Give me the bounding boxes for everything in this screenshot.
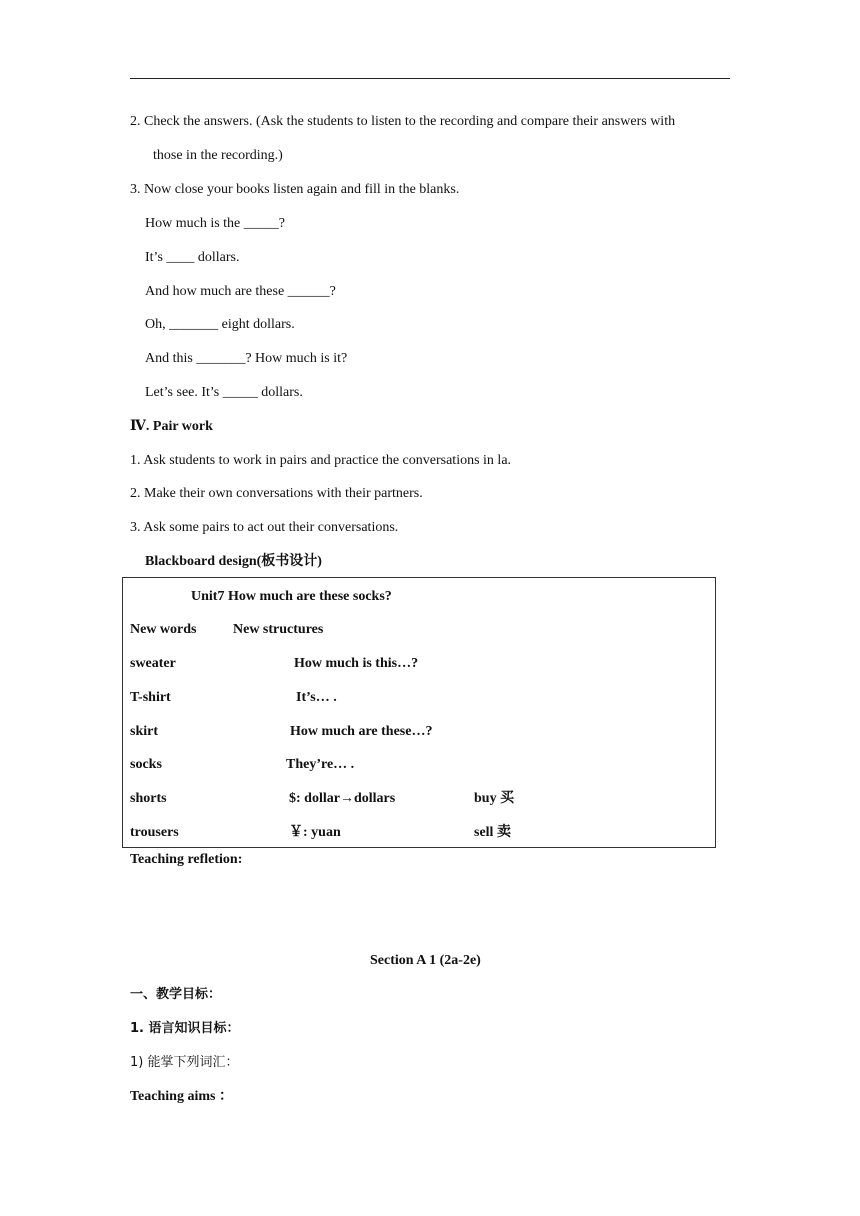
structure-item: They’re… . [286, 757, 355, 772]
blank-line-6: Let’s see. It’s _____ dollars. [145, 385, 303, 400]
objectives-heading: 一、教学目标： [130, 987, 222, 1002]
blank-line-1: How much is the _____? [145, 216, 285, 231]
teaching-reflection: Teaching refletion: [130, 852, 243, 867]
blank-line-4: Oh, _______ eight dollars. [145, 317, 295, 332]
pair-step-2: 2. Make their own conversations with their partners. [130, 486, 423, 501]
word-item: shorts [130, 791, 167, 806]
blank-line-2: It’s ____ dollars. [145, 250, 240, 265]
word-item: socks [130, 757, 162, 772]
word-item: T-shirt [130, 690, 171, 705]
teaching-aims: Teaching aims ： [130, 1089, 233, 1104]
language-objectives: 1. 语言知识目标： [130, 1021, 240, 1036]
col-new-words: New words [130, 622, 197, 637]
word-item: trousers [130, 825, 179, 840]
header-rule [130, 78, 730, 79]
step-check-answers: 2. Check the answers. (Ask the students to listen to the recording and compare their answers with [130, 114, 676, 129]
step-check-answers-cont: those in the recording.) [153, 148, 283, 163]
col-new-structures: New structures [233, 622, 324, 637]
blank-line-3: And how much are these ______? [145, 284, 336, 299]
structure-item: How much are these…? [290, 724, 433, 739]
blackboard-heading: Blackboard design(板书设计) [145, 554, 322, 569]
pair-step-3: 3. Ask some pairs to act out their conversations. [130, 520, 399, 535]
step-close-books: 3. Now close your books listen again and fill in the blanks. [130, 182, 460, 197]
blackboard-design-box [122, 577, 716, 848]
pair-step-1: 1. Ask students to work in pairs and practice the conversations in la. [130, 453, 512, 468]
verb-item: sell 卖 [474, 825, 511, 840]
pair-work-heading: Ⅳ. Pair work [130, 419, 213, 434]
word-item: skirt [130, 724, 158, 739]
structure-item: It’s… . [296, 690, 337, 705]
verb-item: buy 买 [474, 791, 515, 806]
vocab-objective: 1) 能掌下列词汇： [130, 1055, 239, 1070]
word-item: sweater [130, 656, 176, 671]
blackboard-title: Unit7 How much are these socks? [191, 589, 392, 604]
structure-item: ￥: yuan [289, 825, 341, 840]
section-title: Section A 1 (2a-2e) [370, 953, 481, 968]
structure-item: $: dollar→dollars [289, 791, 396, 806]
blank-line-5: And this _______? How much is it? [145, 351, 348, 366]
structure-item: How much is this…? [294, 656, 419, 671]
